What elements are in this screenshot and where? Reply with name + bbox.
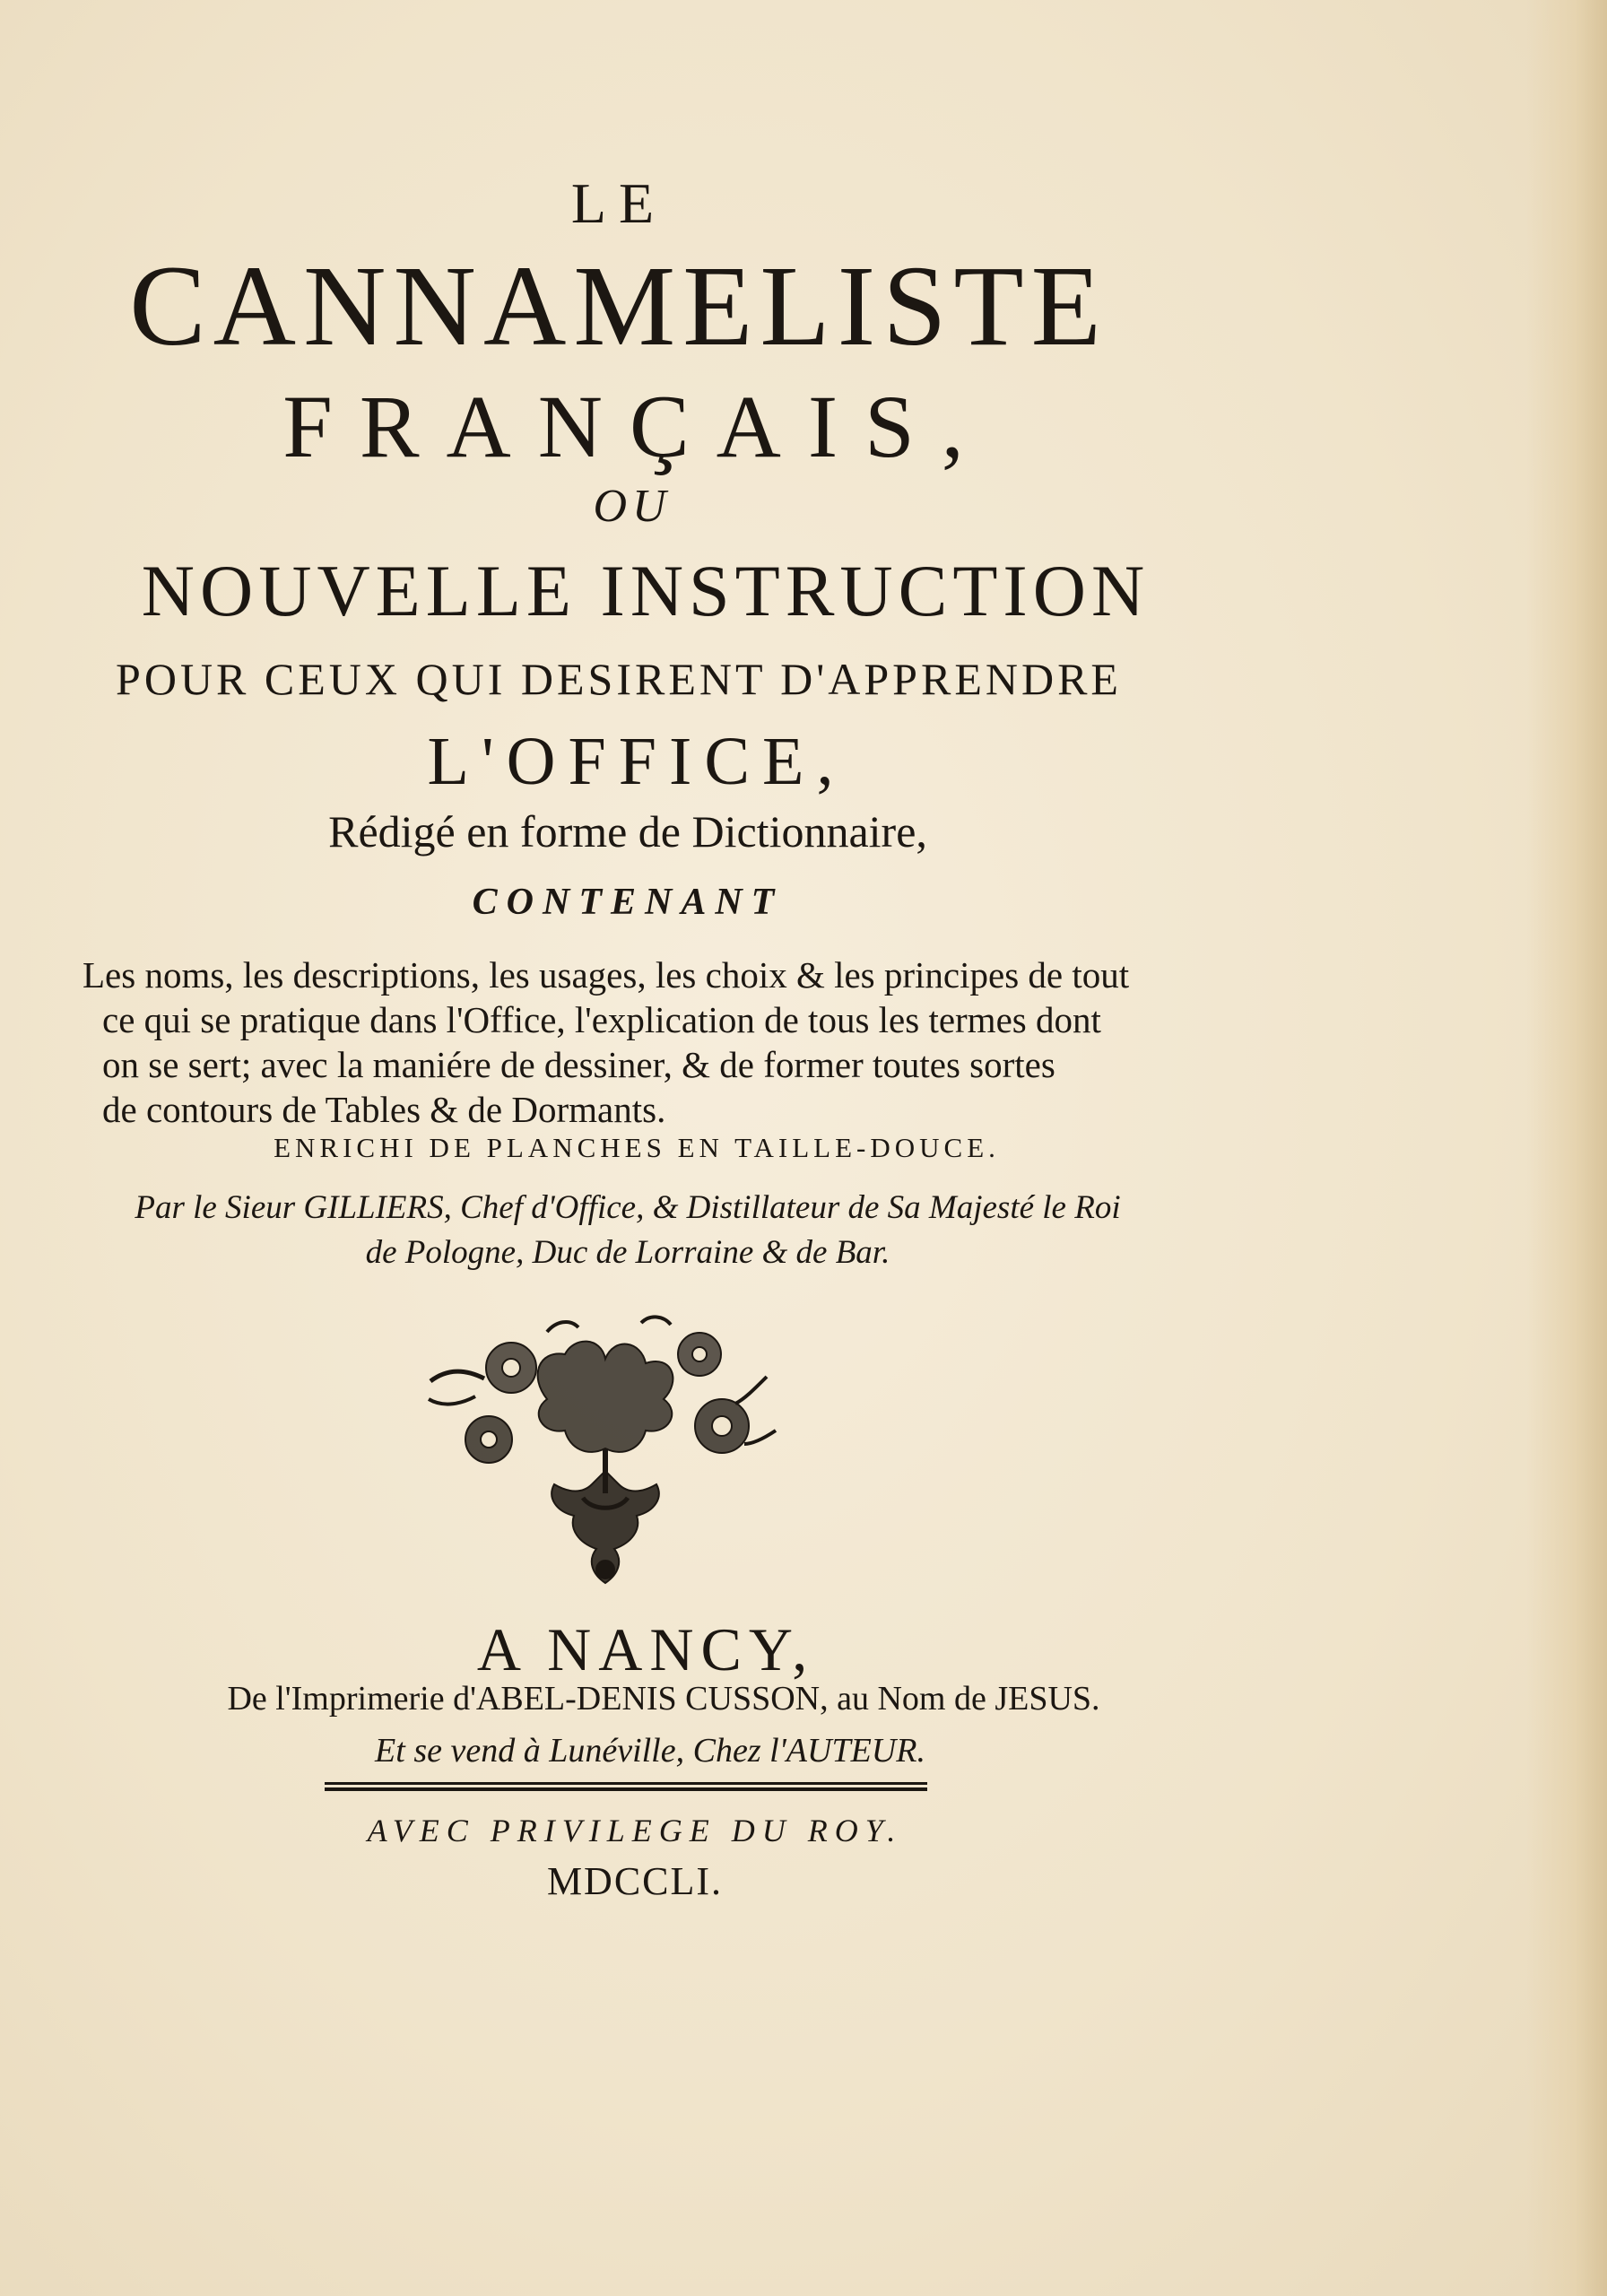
author-line: de Pologne, Duc de Lorraine & de Bar. — [365, 1234, 890, 1271]
description-line: on se sert; avec la maniére de dessiner, & de former toutes sortes — [102, 1044, 1055, 1085]
author-line: Par le Sieur GILLIERS, Chef d'Office, & Distillateur de Sa Majesté le Roi — [135, 1189, 1121, 1226]
description-line: Les noms, les descriptions, les usages, les choix & les principes de tout — [83, 954, 1130, 996]
title-article: LE — [570, 171, 667, 235]
author-block — [72, 1186, 1184, 1275]
description-line: ce qui se pratique dans l'Office, l'explication de tous les termes dont — [102, 999, 1101, 1040]
title-main: CANNAMELISTE — [129, 242, 1108, 370]
page-edge-shadow — [1526, 0, 1607, 2296]
floral-vignette-ornament — [413, 1314, 798, 1592]
description-line: de contours de Tables & de Dormants. — [102, 1089, 666, 1130]
decorative-rule — [325, 1780, 927, 1793]
subtitle-redige: Rédigé en forme de Dictionnaire, — [328, 806, 927, 857]
publication-date: MDCCLI. — [546, 1859, 724, 1903]
subtitle-nouvelle-instruction: NOUVELLE INSTRUCTION — [141, 550, 1151, 631]
title-ou: OU — [593, 481, 672, 532]
imprint-sold: Et se vend à Lunéville, Chez l'AUTEUR. — [375, 1732, 925, 1770]
title-francais: FRANÇAIS, — [282, 377, 991, 476]
subtitle-pour-ceux: POUR CEUX QUI DESIRENT D'APPRENDRE — [116, 654, 1122, 704]
enrichi-line: ENRICHI DE PLANCHES EN TAILLE-DOUCE. — [274, 1132, 1000, 1163]
imprint-printer: De l'Imprimerie d'ABEL-DENIS CUSSON, au Nom de JESUS. — [227, 1680, 1100, 1718]
privilege-line: AVEC PRIVILEGE DU ROY. — [367, 1813, 903, 1848]
imprint-place: A NANCY, — [476, 1615, 815, 1683]
subtitle-office: L'OFFICE, — [427, 724, 847, 799]
contenant-heading: CONTENANT — [472, 882, 784, 923]
description-paragraph — [83, 952, 1177, 1132]
